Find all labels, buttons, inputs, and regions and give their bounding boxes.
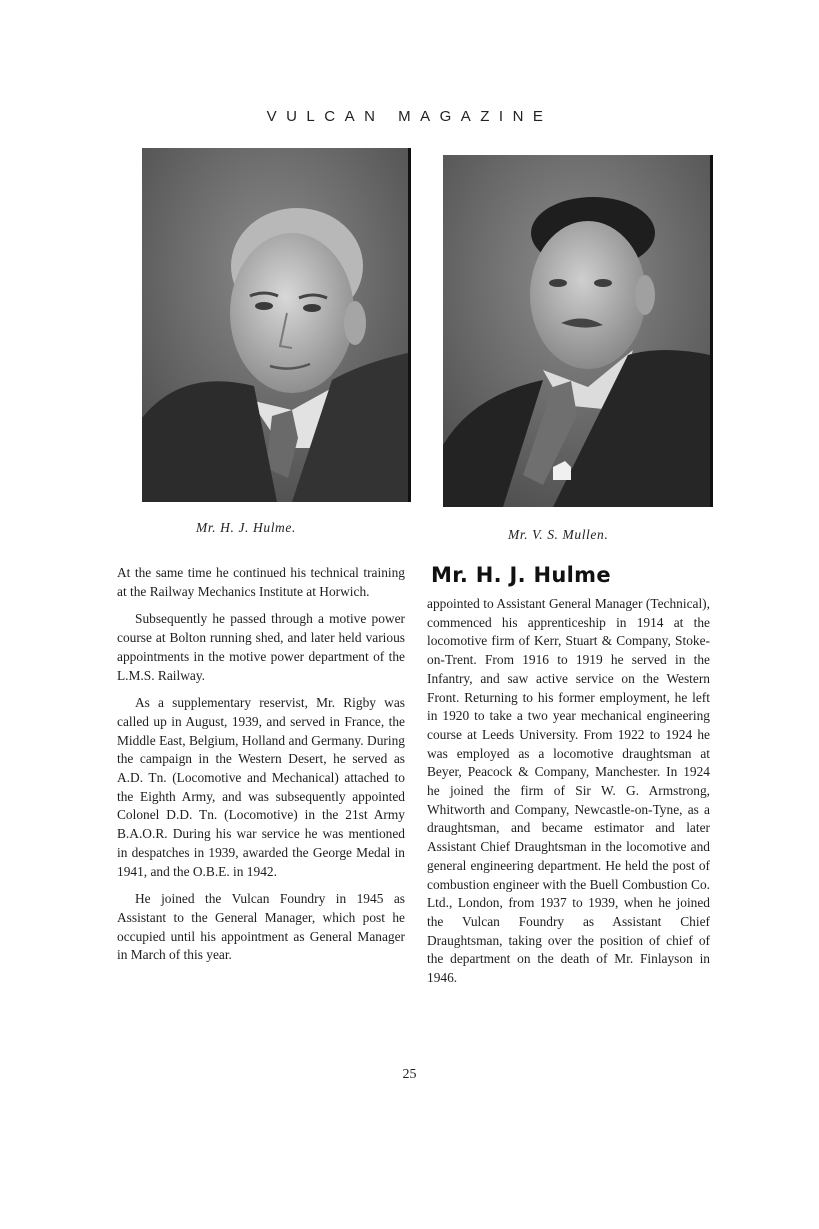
magazine-masthead: VULCAN MAGAZINE — [266, 108, 553, 125]
article-paragraph: appointed to Assistant General Manager (Technical), commenced his apprenticeship in 1914 at the locomotive firm of Kerr, Stuart & Company, Stoke-on-Trent. From 1916 to 1919 he served in the Infantry, and saw active service on the Western Front. Returning to his former employment, he left in 1920 to take a two year mechanical engineering course at Leeds University. From 1922 to 1924 he was employed as a locomotive draughtsman at Beyer, Peacock & Company, Manchester. In 1924 he joined the firm of Sir W. G. Armstrong, Whitworth and Company, Newcastle-on-Tyne, as a draughtsman, and became estimator and later Assistant Chief Draughtsman in the locomotive and general engineering department. He held the post of combustion engineer with the Buell Combustion Co. Ltd., London, from 1937 to 1939, when he joined the Vulcan Foundry as Assistant Chief Draughtsman, taking over the position of chief of the department on the death of Mr. Finlayson in 1946. — [427, 596, 710, 986]
left-article-column — [117, 564, 405, 974]
page-number: 25 — [402, 1067, 417, 1082]
right-article-column — [427, 595, 710, 997]
photo-caption-right: Mr. V. S. Mullen. — [508, 527, 609, 542]
photo-caption-left: Mr. H. J. Hulme. — [196, 520, 296, 535]
portrait-mullen-image — [443, 155, 710, 507]
portrait-photo-mullen — [443, 155, 713, 507]
article-paragraph: At the same time he continued his technical training at the Railway Mechanics Institute at Horwich. — [117, 565, 405, 599]
portrait-photo-hulme — [142, 148, 411, 502]
article-heading: Mr. H. J. Hulme — [431, 563, 611, 587]
article-paragraph: Subsequently he passed through a motive power course at Bolton running shed, and later held various appointments in the motive power department of the L.M.S. Railway. — [117, 611, 405, 683]
article-paragraph: As a supplementary reservist, Mr. Rigby was called up in August, 1939, and served in France, the Middle East, Belgium, Holland and Germany. During the campaign in the Western Desert, he served as A.D. Tn. (Locomotive and Mechanical) attached to the Eighth Army, and was subsequently appointed Colonel D.D. Tn. (Locomotive) in the 21st Army B.A.O.R. During his war service he was mentioned in despatches in 1939, awarded the George Medal in 1941, and the O.B.E. in 1942. — [117, 695, 405, 879]
article-paragraph: He joined the Vulcan Foundry in 1945 as Assistant to the General Manager, which post he occupied until his appointment as General Manager in March of this year. — [117, 891, 405, 963]
portrait-hulme-image — [142, 148, 408, 502]
